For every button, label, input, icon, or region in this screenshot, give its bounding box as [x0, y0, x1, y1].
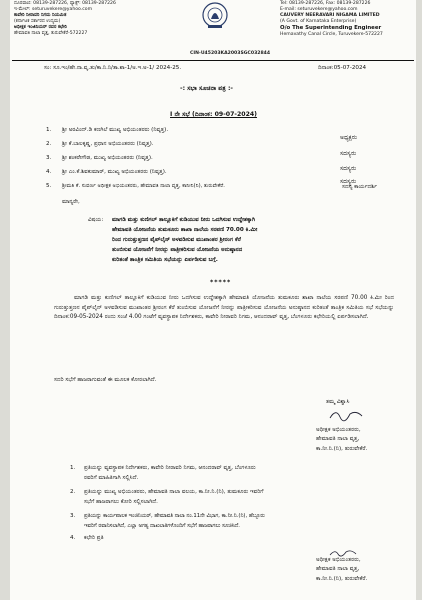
closing-line: ತಮ್ಮ ವಿಶ್ವಾಸಿ: [326, 399, 350, 405]
request-line: ಸದರಿ ಸಭೆಗೆ ಹಾಜರಾಗುವಂತೆ ಈ ಮೂಲಕ ಕೋರಲಾಗಿದೆ.: [54, 377, 157, 383]
member-number: 5.: [46, 183, 52, 189]
handwritten-signature: [328, 408, 364, 422]
member-number: 4.: [46, 169, 52, 175]
member-role: ಸದಸ್ಯರು: [340, 178, 357, 185]
org-sub-kn: (ಕರ್ನಾಟಕ ಸರ್ಕಾರದ ಉದ್ಯಮ): [14, 19, 61, 24]
member-name: ಶ್ರೀ ಶಂಕರೇಗೌಡ, ಮುಖ್ಯ ಅಭಿಯಂತರರು (ನಿವೃತ್ತ).: [62, 155, 153, 161]
subject-label: ವಿಷಯ:: [88, 217, 104, 223]
member-role: ಸದಸ್ಯರು: [340, 165, 357, 172]
signatory-line: ಹೇಮಾವತಿ ನಾಲಾ ವೃತ್ತ,: [316, 436, 360, 442]
member-role: ಅಧ್ಯಕ್ಷರು: [340, 134, 357, 141]
copy-number: 1.: [70, 465, 76, 471]
org-name-en: CAUVERY NEERAVARI NIGAMA LIMITED: [280, 13, 380, 18]
footer-signatory-line: ಕಾ.ನೀ.ನಿ.(ನಿ), ತುರುವೇಕೆರೆ.: [316, 576, 368, 582]
office-en: O/o The Superintending Engineer: [280, 25, 382, 31]
subject-line: ಹೇಮಾವತಿ ಯೋಜನೆಯ ತುಮಕೂರು ಶಾಖಾ ನಾಲೆಯ ಸರಪಣಿ 70.00 ಕಿ.ಮೀ: [112, 227, 258, 233]
copy-line: ಪ್ರತಿಯನ್ನು ವ್ಯವಸ್ಥಾಪಕ ನಿರ್ದೇಶಕರು, ಕಾವೇರಿ ನೀರಾವರಿ ನಿಗಮ, ಆನಂದರಾವ್ ವೃತ್ತ, ಬೆಂಗಳೂರು: [84, 465, 256, 471]
copy-line: ಕಛೇರಿ ಪ್ರತಿ: [84, 535, 104, 541]
footer-signatory-line: ಹೇಮಾವತಿ ನಾಲಾ ವೃತ್ತ,: [316, 566, 360, 572]
copy-line: ಪ್ರತಿಯನ್ನು ಕಾರ್ಯಪಾಲಕ ಇಂಜಿನಿಯರ್, ಹೇಮಾವತಿ ನಾಲಾ ನಂ.11ನೇ ವಿಭಾಗ, ಕಾ.ನೀ.ನಿ.(ನಿ), ಹೆಬ್ಬೂರು: [84, 513, 265, 519]
address-en: Hemavathy Canal Circle, Turuvekere-572227: [280, 32, 383, 37]
member-name: ಶ್ರೀ ಅರವಿಂದ್.ಡಿ ಕಣಗಿಲೆ ಮುಖ್ಯ ಅಭಿಯಂತರರು (ನಿವೃತ್ತ).: [62, 127, 169, 133]
copy-line: ಸಭೆಗೆ ಹಾಜರಾಗಲು ಕೋರಿ ಸಲ್ಲಿಸಲಾಗಿದೆ.: [84, 499, 158, 505]
member-name: ಶ್ರೀ ಎಂ.ಕೆ.ಶಿವಕುಮಾರ್, ಮುಖ್ಯ ಅಭಿಯಂತರರು (ನಿವೃತ್ತ).: [62, 169, 167, 175]
subject-line: ಕುರಿತಂತೆ ತಾಂತ್ರಿಕ ಸಮಿತಿಯ ಸಭೆಯನ್ನು ಏರ್ಪಡಿಸುವ ಬಗ್ಗೆ.: [112, 257, 218, 263]
reference-number: ಸಂ: ಸೂ.ಇಂ/ಹೇ.ನಾ.ವೃ.ತು/ಕಾ.ನಿ.ನಿ/ತಾ.ಶಾ-1/ಅ.ಇ.ಅ-1/ 2024-25.: [44, 65, 182, 71]
member-number: 1.: [46, 127, 52, 133]
org-sub-en: (A Govt. of Karnataka Enterprise): [280, 19, 357, 24]
subject-line: ರಿಂದ ಗುರುತ್ತುತ್ತಣನ ಪೈಪ್‌ಲೈನ್ ಅಳವಡಿಸುವ ಮುಖಾಂತರ ಶ್ರೀರಂಗ ಕೆರೆ: [112, 237, 241, 243]
salutation: ಮಾನ್ಯರೇ,: [62, 199, 80, 205]
org-name-kn: ಕಾವೇರಿ ನೀರಾವರಿ ನಿಗಮ ನಿಯಮಿತ: [14, 13, 67, 18]
signatory-line: ಅಧೀಕ್ಷಕ ಅಭಿಯಂತರರು,: [316, 427, 361, 433]
member-name: ಶ್ರೀ ಕೆ.ಬಾಲಕೃಷ್ಣ, ಪ್ರಧಾನ ಅಭಿಯಂತರರು (ನಿವೃತ್ತ).: [62, 141, 154, 147]
email-line-en: E-mail: seturuvekere@yahoo.com: [280, 7, 358, 12]
phone-line-en: Tel: 08139-287226, Fax: 08139-287226: [280, 1, 371, 6]
meeting-heading: I ನೇ ಸಭೆ (ದಿನಾಂಕ: 09-07-2024): [170, 111, 258, 118]
member-role: ಸದಸ್ಯರು: [340, 150, 357, 157]
address-kn: ಹೇಮಾವತಿ ನಾಲಾ ವೃತ್ತ, ತುರುವೇಕೆರೆ-572227: [14, 31, 88, 36]
cin-number: CIN-U45203KA2003SGC032844: [190, 51, 271, 56]
copy-number: 4.: [70, 535, 76, 541]
copy-line: ರವರಿಗೆ ಮಾಹಿತಿಗಾಗಿ ಸಲ್ಲಿಸಿದೆ.: [84, 475, 139, 481]
subject-line: ಮಾಗಡಿ ಮತ್ತು ಕುಣಿಗಲ್ ತಾಲ್ಲೂಕಿಗೆ ಕುಡಿಯುವ ನೀರು ಒದಗಿಸುವ ಉದ್ದೇಶಕ್ಕಾಗಿ: [112, 217, 256, 223]
member-number: 3.: [46, 155, 52, 161]
email-line-kn: ಇ-ಮೇಲ್: seturuvekere@yahoo.com: [14, 7, 93, 12]
letter-date: ದಿನಾಂಕ:05-07-2024: [318, 65, 367, 71]
phone-line-kn: ದೂರವಾಣಿ: 08139-287226, ಫ್ಯಾಕ್ಸ್: 08139-287226: [14, 1, 116, 6]
copy-line: ಪ್ರತಿಯನ್ನು ಮುಖ್ಯ ಅಭಿಯಂತರರು, ಹೇಮಾವತಿ ನಾಲಾ ವಲಯ, ಕಾ.ನೀ.ನಿ.(ನಿ), ತುಮಕೂರು ಇವರಿಗೆ: [84, 489, 264, 495]
office-kn: ಅಧೀಕ್ಷಕ ಇಂಜಿನಿಯರ್ ರವರ ಕಛೇರಿ: [14, 25, 67, 30]
letterhead-divider: [12, 60, 414, 61]
member-number: 2.: [46, 141, 52, 147]
signatory-line: ಕಾ.ನೀ.ನಿ.(ನಿ), ತುರುವೇಕೆರೆ.: [316, 446, 368, 452]
copy-number: 2.: [70, 489, 76, 495]
body-paragraph: ಮಾಗಡಿ ಮತ್ತು ಕುಣಿಗಲ್ ತಾಲ್ಲೂಕಿಗೆ ಕುಡಿಯುವ ನೀರು ಒದಗಿಸುವ ಉದ್ದೇಶಕ್ಕಾಗಿ ಹೇಮಾವತಿ ಯೋಜನೆಯ ತುಮಕೂರು ಶಾಖಾ ನಾಲೆಯ ಸರಪಣಿ 70.00 ಕಿ.ಮೀ ರಿಂದ ಗುರುತ್ತುತ್ತಣನ ಪೈಪ್‌ಲೈನ್ ಅಳವಡಿಸುವ ಮುಖಾಂತರ ಶ್ರೀರಂಗ ಕೆರೆ ತುಂಬಿಸುವ ಯೋಜನೆಗೆ ನೀರನ್ನು ಪಾತ್ರೀಕರಿಸುವ ಯೋಜನೆಯ ಅನುಷ್ಠಾನದ ಕುರಿತಂತೆ ತಾಂತ್ರಿಕ ಸಮಿತಿಯ ಸಭೆ ಸಭೆಯನ್ನು ದಿನಾಂಕ:09-05-2024 ರಂದು ಸಂಜೆ 4.00 ಗಂಟೆಗೆ ವ್ಯವಸ್ಥಾಪಕ ನಿರ್ದೇಶಕರು, ಕಾವೇರಿ ನೀರಾವರಿ ನಿಗಮ, ಆನಂದರಾವ್ ವೃತ್ತ, ಬೆಂಗಳೂರು ಕಛೇರಿಯಲ್ಲಿ ಏರ್ಪಡಿಸಲಾಗಿದೆ.: [54, 295, 394, 321]
subject-line: ತುಂಬಿಸುವ ಯೋಜನೆಗೆ ನೀರನ್ನು ಪಾತ್ರೀಕರಿಸುವ ಯೋಜನೆಯ ಅನುಷ್ಠಾನದ: [112, 247, 243, 253]
footer-signatory-line: ಅಧೀಕ್ಷಕ ಅಭಿಯಂತರರು,: [316, 557, 361, 563]
notice-title: -: ಸಭಾ ಸೂಚನಾ ಪತ್ರ :-: [180, 85, 233, 92]
separator-stars: *****: [210, 279, 232, 286]
government-emblem-logo: [200, 1, 230, 31]
copy-number: 3.: [70, 513, 76, 519]
letter-page: [10, 0, 416, 600]
member-role: ಸದಸ್ಯ ಕಾರ್ಯದರ್ಶಿ: [342, 184, 378, 190]
member-name: ಶ್ರೀಮತಿ ಕೆ. ಸುವರ್ಣ ಅಧೀಕ್ಷಕ ಅಭಿಯಂತರರು, ಹೇಮಾವತಿ ನಾಲಾ ವೃತ್ತ, ಕಾನೀನಿ(ನಿ), ತುರುವೇಕೆರೆ.: [62, 183, 225, 189]
copy-line: ಇವರಿಗೆ ರವಾನಿಸಲಾಗಿದೆ, ಎಲ್ಲಾ ಅಗತ್ಯ ದಾಖಲಾತಿಗಳೊಂದಿಗೆ ಸಭೆಗೆ ಹಾಜರಾಗಲು ಸೂಚಿಸಿದೆ.: [84, 523, 240, 529]
